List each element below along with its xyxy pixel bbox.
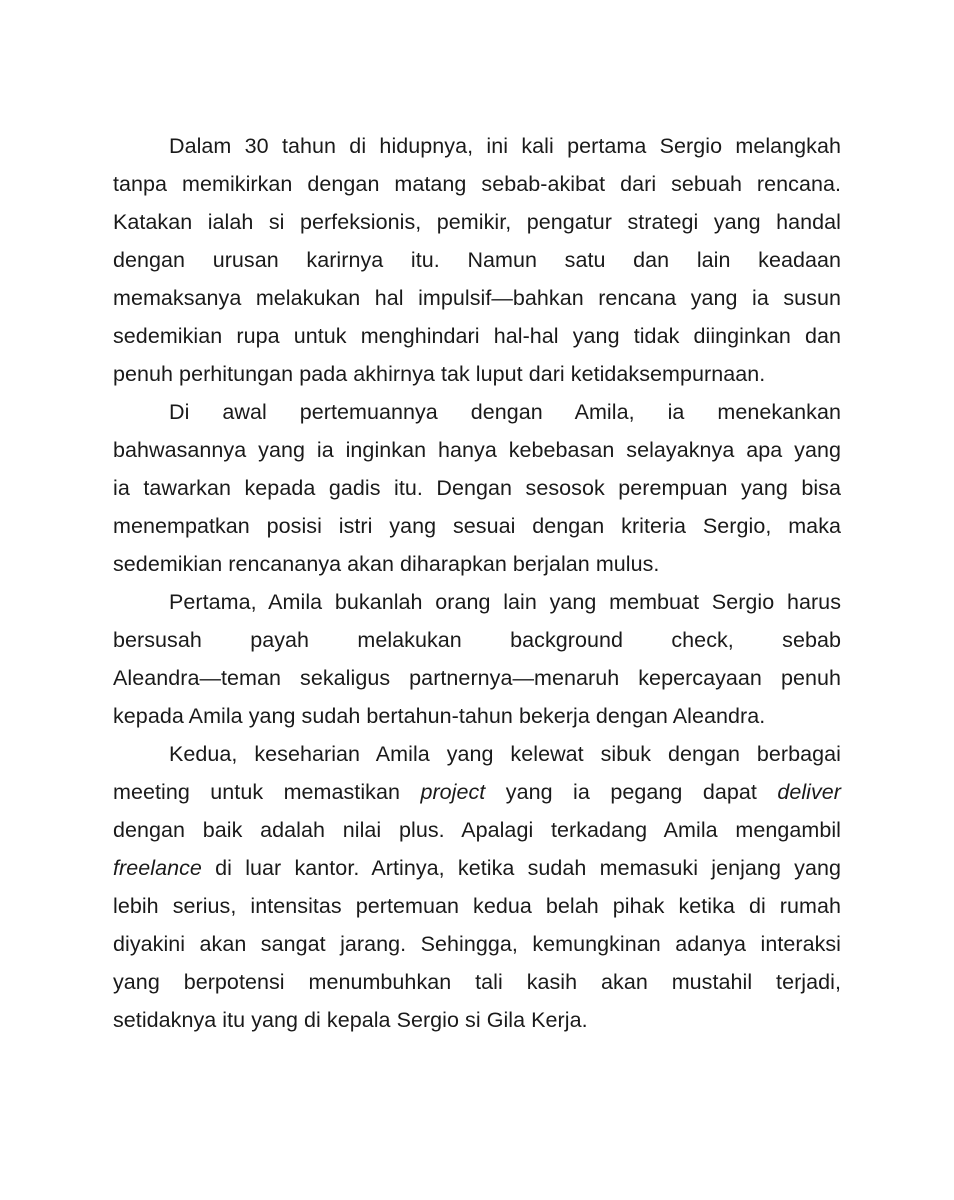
text-line: Aleandra—teman sekaligus partnernya—menaruh kepercayaan penuh <box>113 666 841 690</box>
paragraph-4 <box>113 735 841 1039</box>
text-line: sedemikian rupa untuk menghindari hal-hal yang tidak diinginkan dan <box>113 324 841 348</box>
text-line: diyakini akan sangat jarang. Sehingga, kemungkinan adanya interaksi <box>113 932 841 956</box>
text-segment: di luar kantor. Artinya, ketika sudah memasuki jenjang yang <box>201 856 841 880</box>
text-line: lebih serius, intensitas pertemuan kedua belah pihak ketika di rumah <box>113 894 841 918</box>
text-line: kepada Amila yang sudah bertahun-tahun bekerja dengan Aleandra. <box>113 704 766 728</box>
text-segment: yang ia pegang dapat <box>485 780 778 804</box>
text-line: dengan baik adalah nilai plus. Apalagi terkadang Amila mengambil <box>113 818 841 842</box>
text-line <box>113 773 841 811</box>
text-line: tanpa memikirkan dengan matang sebab-akibat dari sebuah rencana. <box>113 172 841 196</box>
story-text <box>113 127 841 1039</box>
paragraph-3 <box>113 583 841 735</box>
text-line: setidaknya itu yang di kepala Sergio si Gila Kerja. <box>113 1008 588 1032</box>
text-line <box>113 849 841 887</box>
italic-term: freelance <box>113 856 202 880</box>
text-line: bersusah payah melakukan background check, sebab <box>113 628 841 652</box>
italic-term: project <box>420 780 486 804</box>
paragraph-2 <box>113 393 841 583</box>
italic-term: deliver <box>777 780 842 804</box>
text-line: ia tawarkan kepada gadis itu. Dengan sesosok perempuan yang bisa <box>113 476 841 500</box>
text-line: memaksanya melakukan hal impulsif—bahkan rencana yang ia susun <box>113 286 841 310</box>
text-line: Katakan ialah si perfeksionis, pemikir, pengatur strategi yang handal <box>113 210 841 234</box>
text-line: Dalam 30 tahun di hidupnya, ini kali pertama Sergio melangkah <box>169 134 841 158</box>
text-line: bahwasannya yang ia inginkan hanya kebebasan selayaknya apa yang <box>113 438 841 462</box>
text-line: sedemikian rencananya akan diharapkan berjalan mulus. <box>113 552 660 576</box>
text-segment: meeting untuk memastikan <box>113 780 421 804</box>
text-line: yang berpotensi menumbuhkan tali kasih akan mustahil terjadi, <box>113 970 841 994</box>
text-line: Pertama, Amila bukanlah orang lain yang membuat Sergio harus <box>169 590 841 614</box>
text-line: Di awal pertemuannya dengan Amila, ia menekankan <box>169 400 841 424</box>
paragraph-1 <box>113 127 841 393</box>
text-line: dengan urusan karirnya itu. Namun satu dan lain keadaan <box>113 248 841 272</box>
text-line: Kedua, keseharian Amila yang kelewat sibuk dengan berbagai <box>169 742 841 766</box>
text-line: menempatkan posisi istri yang sesuai dengan kriteria Sergio, maka <box>113 514 841 538</box>
text-line: penuh perhitungan pada akhirnya tak luput dari ketidaksempurnaan. <box>113 362 766 386</box>
